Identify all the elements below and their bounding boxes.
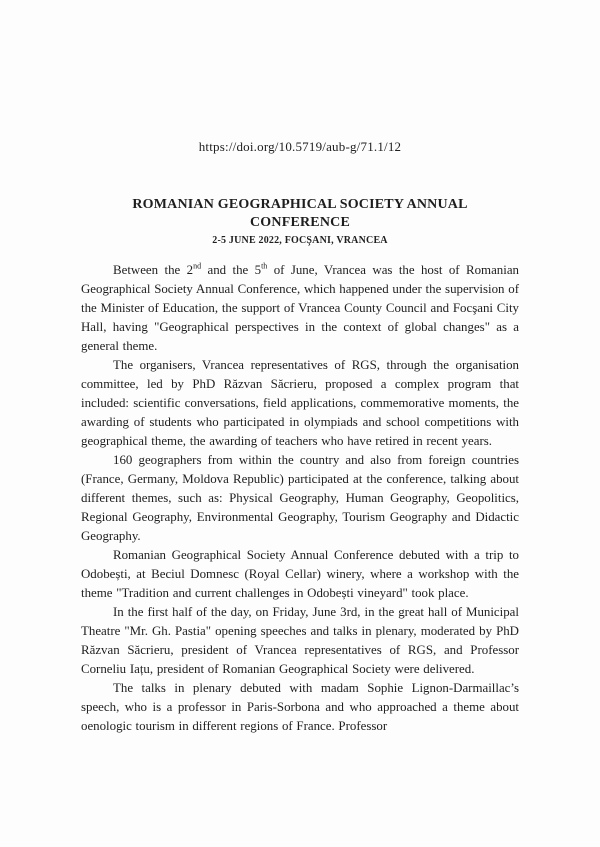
paragraph [81, 451, 519, 546]
doi-link[interactable]: https://doi.org/10.5719/aub-g/71.1/12 [198, 139, 402, 154]
paragraph [81, 603, 519, 679]
paragraph-text: Romanian Geographical Society Annual Conference debuted with a trip to Odobești, at Beciul Domnesc (Royal Cellar) winery, where a workshop with the theme "Tradition and current challenges in Odobești vineyard" took place. [81, 548, 519, 600]
paragraph-text: and the 5 [201, 263, 262, 277]
article-body [81, 261, 519, 736]
paragraph-text: The talks in plenary debuted with madam Sophie Lignon-Darmaillac’s speech, who is a professor in Paris-Sorbona and who approached a theme about oenologic tourism in different regions of France. Professor [81, 681, 519, 733]
paragraph-text: Between the 2 [113, 263, 194, 277]
ordinal-superscript: th [261, 261, 268, 271]
paragraph [81, 261, 519, 356]
paragraph [81, 356, 519, 451]
page-title: ROMANIAN GEOGRAPHICAL SOCIETY ANNUAL CONFERENCE [132, 197, 468, 230]
ordinal-superscript: nd [193, 261, 202, 271]
paragraph-text: 160 geographers from within the country and also from foreign countries (France, Germany, Moldova Republic) participated at the conference, talking about different themes, such as: Physical Geography, Human Geography, Geopolitics, Regional Geography, Environmental Geography, Tourism Geography and Didactic Geography. [81, 453, 519, 543]
paragraph-text: of June, Vrancea was the host of Romanian Geographical Society Annual Conference, which happened under the supervision of the Minister of Education, the support of Vrancea County Council and Focşani City Hall, having "Geographical perspectives in the context of global changes" as a general theme. [81, 263, 519, 353]
paragraph [81, 546, 519, 603]
paragraph-text: In the first half of the day, on Friday, June 3rd, in the great hall of Municipal Theatre "Mr. Gh. Pastia" opening speeches and talks in plenary, moderated by PhD Răzvan Săcrieru, president of Vrancea representatives of RGS, and Professor Corneliu Iațu, president of Romanian Geographical Society were delivered. [81, 605, 519, 676]
paragraph [81, 679, 519, 736]
paragraph-text: The organisers, Vrancea representatives of RGS, through the organisation committee, led by PhD Răzvan Săcrieru, proposed a complex program that included: scientific conversations, field applications, commemorative moments, the awarding of students who participated in olympiads and school competitions with geographical theme, the awarding of teachers who have retired in recent years. [81, 358, 519, 448]
page-subtitle: 2-5 JUNE 2022, FOCŞANI, VRANCEA [212, 235, 388, 246]
